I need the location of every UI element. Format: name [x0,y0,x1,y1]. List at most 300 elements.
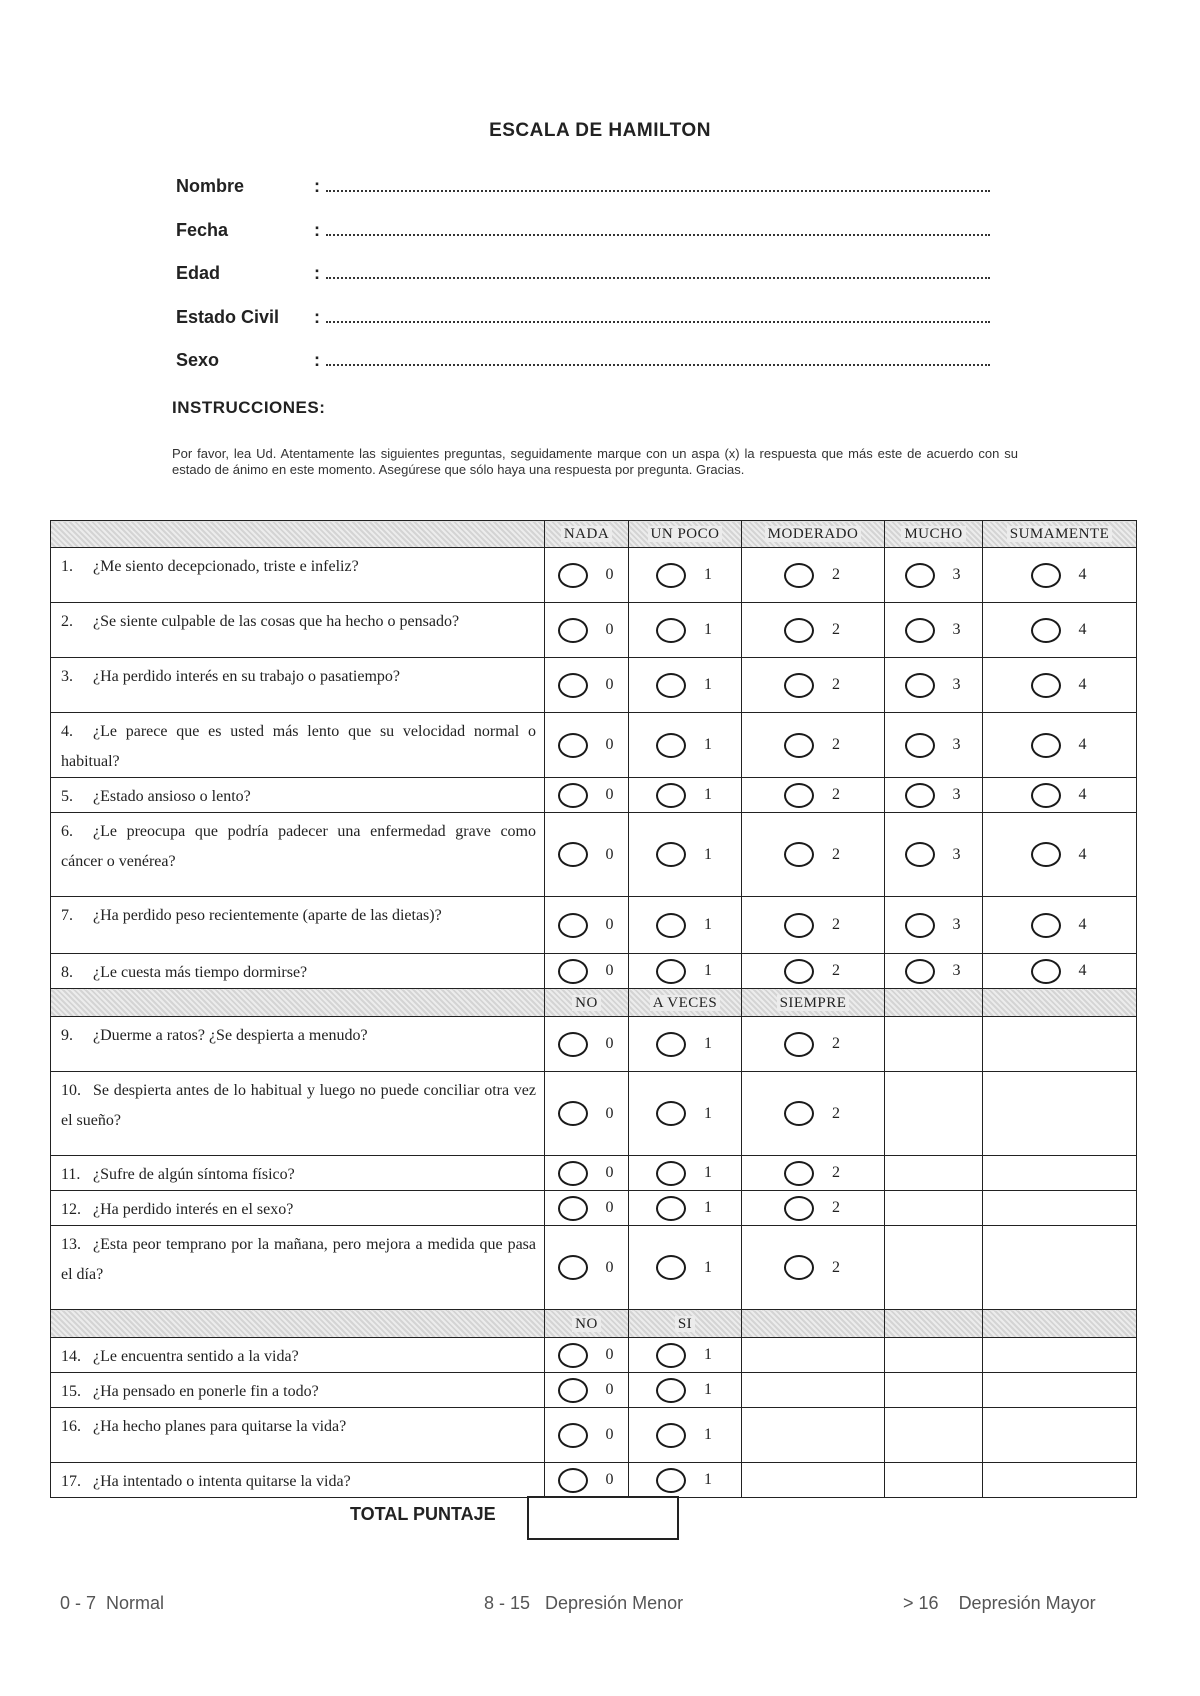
answer-score: 1 [704,1035,712,1052]
answer-score: 1 [704,1199,712,1216]
answer-option[interactable] [545,618,628,643]
answer-option[interactable] [545,1101,628,1126]
answer-circle-icon[interactable] [558,1378,588,1403]
answer-circle-icon[interactable] [656,673,686,698]
answer-circle-icon[interactable] [784,618,814,643]
question-text-cell [51,658,545,713]
field-colon: : [314,350,320,370]
question-text: ¿Estado ansioso o lento? [93,788,251,805]
answer-option-cell [545,1072,629,1156]
answer-option[interactable] [742,783,884,808]
answer-circle-icon[interactable] [784,733,814,758]
field-colon: : [314,263,320,283]
question-text-cell [51,548,545,603]
answer-option[interactable] [885,913,982,938]
header-blank-cell [51,989,545,1017]
answer-circle-icon[interactable] [558,959,588,984]
answer-option-cell [742,713,885,778]
answer-option-cell [742,897,885,954]
question-row [51,1156,1137,1191]
column-header [629,989,742,1017]
question-text-cell [51,897,545,954]
answer-score: 0 [605,1164,614,1181]
answer-circle-icon[interactable] [656,618,686,643]
answer-circle-icon[interactable] [558,842,588,867]
answer-score: 1 [704,916,712,933]
answer-option[interactable] [545,783,628,808]
answer-option[interactable] [742,673,884,698]
column-header-text: MUCHO [901,526,965,542]
question-row [51,548,1137,603]
answer-circle-icon[interactable] [558,1343,588,1368]
empty-cell [885,1156,983,1191]
answer-option[interactable] [885,959,982,984]
instructions-text: Por favor, lea Ud. Atentamente las siguientes preguntas, seguidamente marque con un aspa (x) la respuesta que más este de acuerdo con su estado de ánimo en este momento. Asegúrese que sólo haya una respuesta por pregunta. Gracias. [172,446,1018,477]
answer-option[interactable] [545,1468,628,1493]
answer-option[interactable] [742,959,884,984]
answer-circle-icon[interactable] [558,1161,588,1186]
section-header-row [51,521,1137,548]
question-text-cell [51,1338,545,1373]
answer-option-cell [885,954,983,989]
answer-option[interactable] [742,563,884,588]
question-number: 17. [61,1473,81,1490]
answer-circle-icon[interactable] [656,1468,686,1493]
answer-option[interactable] [545,1032,628,1057]
empty-cell [983,1226,1137,1310]
legend-depresion-mayor [903,1593,1096,1614]
answer-option[interactable] [545,1161,628,1186]
answer-circle-icon[interactable] [784,673,814,698]
question-number: 9. [61,1027,73,1044]
answer-score: 0 [605,566,614,583]
answer-option[interactable] [545,1343,628,1368]
answer-score: 3 [952,786,961,803]
answer-option-cell [629,813,742,897]
question-text-cell [51,954,545,989]
question-text: ¿Ha intentado o intenta quitarse la vida? [93,1473,351,1490]
answer-option[interactable] [629,673,741,698]
answer-score: 1 [704,1104,712,1122]
answer-option[interactable] [545,673,628,698]
answer-circle-icon[interactable] [558,1196,588,1221]
empty-cell [885,1338,983,1373]
column-header-text: UN POCO [648,526,723,542]
answer-option[interactable] [629,1255,741,1280]
answer-option[interactable] [545,563,628,588]
answer-option-cell [545,954,629,989]
question-text: ¿Ha perdido peso recientemente (aparte de las dietas)? [93,907,442,924]
answer-circle-icon[interactable] [656,783,686,808]
answer-circle-icon[interactable] [656,1423,686,1448]
question-number: 12. [61,1201,81,1218]
answer-option[interactable] [629,1101,741,1126]
answer-option-cell [545,1408,629,1463]
answer-option[interactable] [629,1423,741,1448]
answer-option[interactable] [629,618,741,643]
answer-score: 0 [605,1104,614,1122]
field-fecha[interactable] [176,220,1016,264]
empty-cell [885,1463,983,1498]
field-dotted-line[interactable] [326,352,990,366]
empty-cell [983,1373,1137,1408]
answer-circle-icon[interactable] [784,842,814,867]
answer-circle-icon[interactable] [905,959,935,984]
answer-score: 4 [1078,736,1087,753]
answer-option[interactable] [629,842,741,867]
answer-option-cell [742,813,885,897]
column-header [885,521,983,548]
question-number: 3. [61,668,73,685]
answer-option[interactable] [885,563,982,588]
field-label: Sexo [176,350,220,370]
answer-option-cell [629,954,742,989]
answer-option-cell [545,1191,629,1226]
answer-score: 0 [605,786,614,803]
answer-circle-icon[interactable] [558,913,588,938]
answer-option-cell [742,1072,885,1156]
empty-cell [885,1373,983,1408]
answer-circle-icon[interactable] [558,563,588,588]
section-header-row [51,1310,1137,1338]
answer-circle-icon[interactable] [656,959,686,984]
answer-score: 1 [704,962,712,979]
question-text: ¿Le preocupa que podría padecer una enfermedad grave como cáncer o venérea? [61,823,536,870]
answer-option[interactable] [545,733,628,758]
answer-option-cell [742,954,885,989]
field-dotted-line[interactable] [326,309,990,323]
answer-circle-icon[interactable] [656,1196,686,1221]
column-header-label [629,1311,741,1337]
answer-option-cell [629,658,742,713]
answer-circle-icon[interactable] [558,1423,588,1448]
column-header [983,521,1137,548]
form-title: ESCALA DE HAMILTON [489,120,711,141]
answer-score: 4 [1078,621,1087,638]
answer-circle-icon[interactable] [905,618,935,643]
answer-circle-icon[interactable] [784,1161,814,1186]
answer-option[interactable] [629,563,741,588]
answer-option-cell [545,1338,629,1373]
question-row [51,1408,1137,1463]
field-sexo[interactable] [176,350,1016,394]
answer-option-cell [629,897,742,954]
answer-score: 4 [1078,962,1087,979]
answer-circle-icon[interactable] [905,733,935,758]
answer-score: 1 [704,845,712,863]
field-colon: : [314,219,320,240]
empty-cell [742,1338,885,1373]
answer-option[interactable] [545,1378,628,1403]
answer-circle-icon[interactable] [784,783,814,808]
answer-option-cell [885,548,983,603]
answer-option-cell [629,1226,742,1310]
answer-circle-icon[interactable] [784,1101,814,1126]
answer-option[interactable] [545,1196,628,1221]
empty-cell [885,1017,983,1072]
answer-option[interactable] [742,1255,884,1280]
answer-option[interactable] [545,959,628,984]
answer-circle-icon[interactable] [905,783,935,808]
answer-score: 2 [832,962,840,979]
question-row [51,1072,1137,1156]
answer-circle-icon[interactable] [656,1343,686,1368]
answer-circle-icon[interactable] [656,1255,686,1280]
answer-option-cell [983,813,1137,897]
question-text-cell [51,1408,545,1463]
question-row [51,1191,1137,1226]
answer-option-cell [545,778,629,813]
answer-score: 1 [704,1381,712,1398]
answer-score: 3 [952,962,961,979]
answer-circle-icon[interactable] [558,673,588,698]
question-number: 7. [61,907,73,924]
answer-option[interactable] [742,842,884,867]
question-row [51,713,1137,778]
question-number: 11. [61,1166,81,1183]
empty-cell [742,1463,885,1498]
answer-circle-icon[interactable] [1031,842,1061,867]
answer-score: 0 [605,736,614,753]
answer-option[interactable] [983,913,1136,938]
question-text: ¿Esta peor temprano por la mañana, pero mejora a medida que pasa el día? [61,1236,536,1283]
answer-score: 4 [1078,566,1087,583]
answer-option[interactable] [742,733,884,758]
question-text-cell [51,713,545,778]
answer-option[interactable] [629,733,741,758]
answer-score: 1 [704,1471,712,1488]
answer-option[interactable] [629,1468,741,1493]
answer-score: 0 [605,676,614,693]
answer-circle-icon[interactable] [656,1161,686,1186]
answer-option[interactable] [983,618,1136,643]
answer-circle-icon[interactable] [905,673,935,698]
question-row [51,1017,1137,1072]
answer-score: 2 [832,621,840,638]
answer-option[interactable] [742,1161,884,1186]
answer-option[interactable] [629,1378,741,1403]
answer-option-cell [629,603,742,658]
empty-cell [983,1408,1137,1463]
column-header-label [885,521,982,547]
answer-circle-icon[interactable] [784,1196,814,1221]
answer-option[interactable] [629,1032,741,1057]
field-label: Nombre [176,176,245,196]
answer-option-cell [983,897,1137,954]
answer-circle-icon[interactable] [656,1032,686,1057]
column-header-blank [742,1310,885,1338]
answer-circle-icon[interactable] [784,959,814,984]
answer-option-cell [545,1017,629,1072]
answer-score: 0 [605,1346,614,1363]
answer-circle-icon[interactable] [784,913,814,938]
question-text-cell [51,778,545,813]
question-text-cell [51,1373,545,1408]
answer-option[interactable] [545,842,628,867]
answer-option[interactable] [629,959,741,984]
answer-option[interactable] [742,618,884,643]
column-header-text: A VECES [650,995,721,1011]
column-header-text: NADA [561,526,612,542]
answer-option-cell [742,658,885,713]
answer-option[interactable] [742,913,884,938]
total-score-label: TOTAL PUNTAJE [350,1504,496,1524]
answer-score: 0 [605,1426,614,1443]
field-nombre[interactable] [176,176,1016,220]
answer-score: 1 [704,1346,712,1363]
answer-option[interactable] [983,783,1136,808]
question-text-cell [51,813,545,897]
answer-option[interactable] [983,959,1136,984]
answer-option-cell [545,1226,629,1310]
answer-option-cell [742,1191,885,1226]
answer-option[interactable] [742,1032,884,1057]
answer-circle-icon[interactable] [558,1032,588,1057]
question-number: 15. [61,1383,81,1400]
column-header [742,521,885,548]
answer-option-cell [742,778,885,813]
answer-circle-icon[interactable] [656,1101,686,1126]
answer-circle-icon[interactable] [656,913,686,938]
answer-score: 0 [605,845,614,863]
column-header [629,521,742,548]
answer-option[interactable] [983,733,1136,758]
answer-option[interactable] [629,1161,741,1186]
answer-option[interactable] [983,842,1136,867]
answer-circle-icon[interactable] [1031,618,1061,643]
answer-circle-icon[interactable] [905,842,935,867]
empty-cell [983,1191,1137,1226]
answer-score: 0 [605,1199,614,1216]
answer-score: 3 [952,916,961,933]
field-edad[interactable] [176,263,1016,307]
answer-score: 3 [952,566,961,583]
question-text: ¿Ha pensado en ponerle fin a todo? [93,1383,319,1400]
answer-circle-icon[interactable] [558,783,588,808]
answer-circle-icon[interactable] [558,1468,588,1493]
answer-circle-icon[interactable] [656,563,686,588]
answer-option[interactable] [545,913,628,938]
answer-option-cell [629,1408,742,1463]
answer-option[interactable] [885,673,982,698]
answer-option[interactable] [629,913,741,938]
header-blank-cell [51,1310,545,1338]
question-number: 5. [61,788,73,805]
empty-cell [983,1463,1137,1498]
field-dotted-line[interactable] [326,222,990,236]
field-colon: : [314,176,320,196]
answer-circle-icon[interactable] [905,913,935,938]
answer-circle-icon[interactable] [1031,913,1061,938]
empty-cell [885,1191,983,1226]
answer-option[interactable] [885,842,982,867]
answer-option[interactable] [629,1196,741,1221]
answer-option-cell [885,658,983,713]
answer-option[interactable] [983,673,1136,698]
answer-score: 2 [832,1164,840,1181]
total-score-box[interactable] [527,1496,679,1540]
question-number: 13. [61,1236,81,1253]
answer-option-cell [629,1191,742,1226]
answer-circle-icon[interactable] [1031,563,1061,588]
answer-option[interactable] [885,783,982,808]
answer-circle-icon[interactable] [656,733,686,758]
question-number: 4. [61,723,73,740]
answer-circle-icon[interactable] [558,1101,588,1126]
answer-option[interactable] [885,618,982,643]
answer-score: 0 [605,916,614,933]
answer-option[interactable] [983,563,1136,588]
answer-option[interactable] [545,1423,628,1448]
answer-score: 2 [832,1104,840,1122]
questionnaire-table [50,520,1137,1498]
answer-score: 2 [832,676,840,693]
answer-option[interactable] [885,733,982,758]
answer-option[interactable] [742,1101,884,1126]
answer-option[interactable] [629,1343,741,1368]
answer-option[interactable] [545,1255,628,1280]
answer-circle-icon[interactable] [1031,673,1061,698]
answer-circle-icon[interactable] [1031,733,1061,758]
answer-circle-icon[interactable] [558,618,588,643]
answer-circle-icon[interactable] [558,733,588,758]
question-text-cell [51,1226,545,1310]
question-number: 1. [61,558,73,575]
answer-option-cell [545,658,629,713]
question-row [51,1373,1137,1408]
question-number: 14. [61,1348,81,1365]
field-estado-civil[interactable] [176,307,1016,351]
answer-circle-icon[interactable] [656,1378,686,1403]
question-number: 6. [61,823,73,840]
answer-circle-icon[interactable] [558,1255,588,1280]
answer-circle-icon[interactable] [784,1255,814,1280]
column-header-text: SI [675,1316,695,1332]
question-text: ¿Ha hecho planes para quitarse la vida? [93,1418,347,1435]
column-header-text: NO [572,1316,601,1332]
question-text-cell [51,1191,545,1226]
answer-option[interactable] [629,783,741,808]
answer-score: 2 [832,845,840,863]
answer-circle-icon[interactable] [784,1032,814,1057]
answer-score: 3 [952,676,961,693]
field-dotted-line[interactable] [326,178,990,192]
question-row [51,954,1137,989]
empty-cell [885,1408,983,1463]
answer-score: 2 [832,786,840,803]
answer-option-cell [629,1463,742,1498]
question-row [51,1463,1137,1498]
column-header [545,989,629,1017]
answer-circle-icon[interactable] [784,563,814,588]
column-header-blank [983,1310,1137,1338]
field-dotted-line[interactable] [326,265,990,279]
answer-circle-icon[interactable] [1031,959,1061,984]
question-text-cell [51,603,545,658]
answer-circle-icon[interactable] [905,563,935,588]
column-header-label [629,990,741,1016]
answer-option[interactable] [742,1196,884,1221]
answer-circle-icon[interactable] [1031,783,1061,808]
question-text: ¿Se siente culpable de las cosas que ha hecho o pensado? [93,613,460,630]
question-text-cell [51,1463,545,1498]
legend-normal [60,1593,164,1614]
question-text-cell [51,1017,545,1072]
answer-score: 3 [952,845,961,863]
answer-circle-icon[interactable] [656,842,686,867]
legend-label: Depresión Menor [545,1593,684,1613]
field-label: Fecha [176,219,229,240]
